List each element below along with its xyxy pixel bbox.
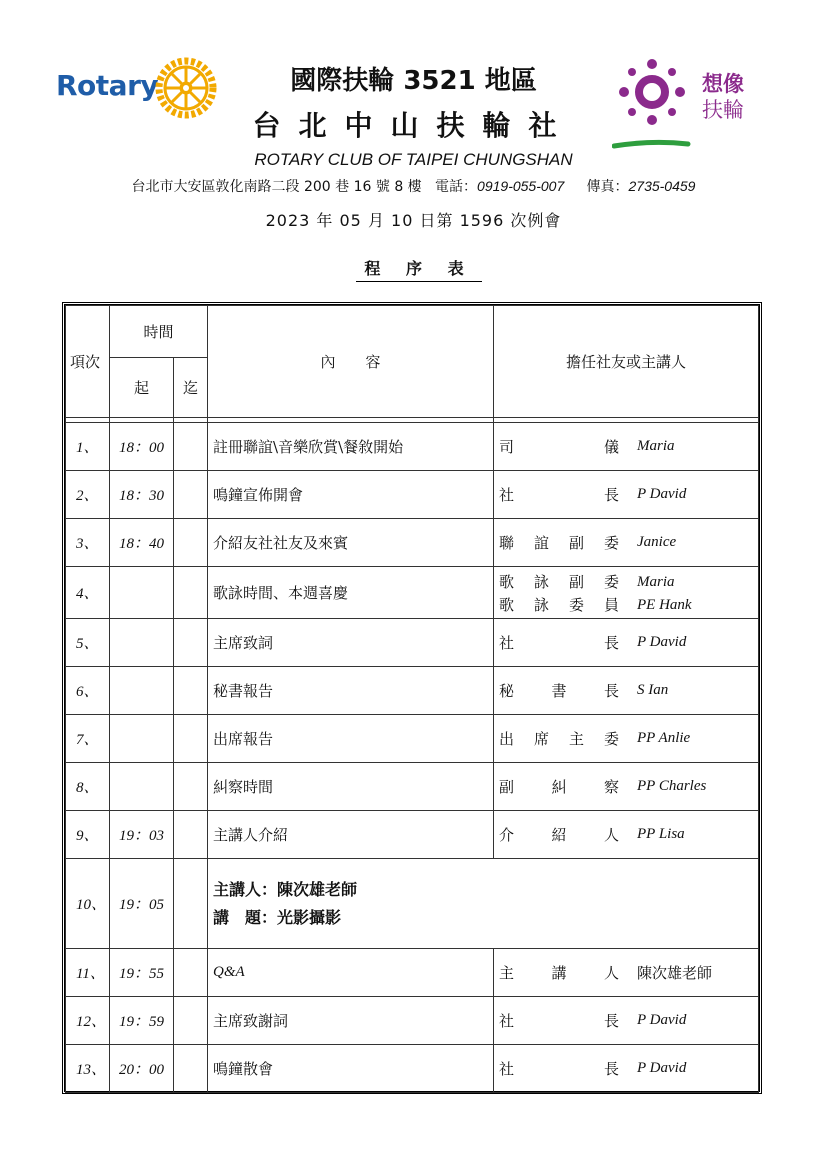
end-time bbox=[174, 949, 208, 997]
person-name: Maria bbox=[637, 573, 675, 590]
role: 歌詠副委 bbox=[499, 572, 620, 591]
table-row bbox=[66, 811, 759, 859]
person-cell bbox=[494, 519, 759, 567]
address: 台北市大安區敦化南路二段 200 巷 16 號 8 樓 bbox=[131, 179, 422, 195]
contact-line bbox=[0, 176, 827, 196]
start-time: 18：00 bbox=[110, 423, 174, 471]
table-row bbox=[66, 519, 759, 567]
person-name: PP Anlie bbox=[637, 730, 691, 746]
table-row bbox=[66, 667, 759, 715]
role: 社 長 bbox=[499, 1060, 620, 1078]
role: 出席主委 bbox=[499, 730, 620, 748]
header-content: 內 容 bbox=[208, 306, 494, 418]
person-cell bbox=[494, 471, 759, 519]
item-content: 鳴鐘宣佈開會 bbox=[208, 471, 494, 519]
item-no: 12、 bbox=[66, 997, 110, 1045]
item-no: 11、 bbox=[66, 949, 110, 997]
end-time bbox=[174, 715, 208, 763]
table-row bbox=[66, 715, 759, 763]
start-time: 19：59 bbox=[110, 997, 174, 1045]
end-time bbox=[174, 519, 208, 567]
start-time bbox=[110, 567, 174, 619]
table-row bbox=[66, 471, 759, 519]
person-cell bbox=[494, 949, 759, 997]
item-content: Q&A bbox=[208, 949, 494, 997]
header-item-no: 項次 bbox=[66, 306, 110, 418]
role: 社 長 bbox=[499, 1012, 620, 1030]
table-row-speaker bbox=[66, 859, 759, 949]
item-no: 10、 bbox=[66, 859, 110, 949]
item-content: 糾察時間 bbox=[208, 763, 494, 811]
item-no: 8、 bbox=[66, 763, 110, 811]
rotary-wordmark: Rotary bbox=[56, 69, 159, 102]
table-row bbox=[66, 619, 759, 667]
item-no: 3、 bbox=[66, 519, 110, 567]
person-name-2: PE Hank bbox=[637, 596, 692, 613]
role: 主講人 bbox=[499, 964, 620, 982]
role: 副糾察 bbox=[499, 778, 620, 796]
person-name: P David bbox=[637, 486, 687, 502]
end-time bbox=[174, 859, 208, 949]
item-no: 7、 bbox=[66, 715, 110, 763]
person-name: Maria bbox=[637, 438, 675, 454]
role-2: 歌詠委員 bbox=[499, 595, 620, 614]
person-cell bbox=[494, 763, 759, 811]
program-table bbox=[62, 302, 762, 1094]
start-time: 18：40 bbox=[110, 519, 174, 567]
table-row bbox=[66, 1045, 759, 1093]
phone-label: 電話： bbox=[435, 179, 478, 195]
end-time bbox=[174, 619, 208, 667]
item-content: 秘書報告 bbox=[208, 667, 494, 715]
header-person: 擔任社友或主講人 bbox=[494, 306, 759, 418]
item-no: 5、 bbox=[66, 619, 110, 667]
item-content: 介紹友社社友及來賓 bbox=[208, 519, 494, 567]
imagine-logo-line1: 想像 bbox=[702, 72, 744, 96]
start-time: 20：00 bbox=[110, 1045, 174, 1093]
start-time bbox=[110, 763, 174, 811]
item-content: 出席報告 bbox=[208, 715, 494, 763]
header-start: 起 bbox=[110, 358, 174, 418]
start-time bbox=[110, 715, 174, 763]
item-no: 1、 bbox=[66, 423, 110, 471]
person-cell bbox=[494, 567, 759, 619]
person-cell bbox=[494, 667, 759, 715]
role: 介紹人 bbox=[499, 826, 620, 844]
header-end: 迄 bbox=[174, 358, 208, 418]
item-content: 註冊聯誼\音樂欣賞\餐敘開始 bbox=[208, 423, 494, 471]
end-time bbox=[174, 667, 208, 715]
end-time bbox=[174, 997, 208, 1045]
person-cell bbox=[494, 1045, 759, 1093]
end-time bbox=[174, 763, 208, 811]
role: 聯誼副委 bbox=[499, 534, 620, 552]
person-name: P David bbox=[637, 634, 687, 650]
item-no: 6、 bbox=[66, 667, 110, 715]
start-time: 18：30 bbox=[110, 471, 174, 519]
person-name: S Ian bbox=[637, 682, 669, 698]
club-title: 台北中山扶輪社 bbox=[252, 109, 575, 142]
role: 司 儀 bbox=[499, 438, 620, 456]
person-cell bbox=[494, 423, 759, 471]
role: 社 長 bbox=[499, 634, 620, 652]
table-row bbox=[66, 997, 759, 1045]
table-row bbox=[66, 949, 759, 997]
start-time: 19：55 bbox=[110, 949, 174, 997]
person-name: PP Lisa bbox=[637, 826, 685, 842]
role: 秘書長 bbox=[499, 682, 620, 700]
end-time bbox=[174, 471, 208, 519]
start-time bbox=[110, 619, 174, 667]
item-no: 4、 bbox=[66, 567, 110, 619]
role: 社 長 bbox=[499, 486, 620, 504]
speaker-name: 主講人：陳次雄老師 bbox=[213, 879, 358, 899]
program-title: 程 序 表 bbox=[356, 256, 482, 282]
item-content: 主席致詞 bbox=[208, 619, 494, 667]
table-row bbox=[66, 763, 759, 811]
table-row bbox=[66, 423, 759, 471]
person-cell bbox=[494, 997, 759, 1045]
item-content: 主講人介紹 bbox=[208, 811, 494, 859]
item-content: 歌詠時間、本週喜慶 bbox=[208, 567, 494, 619]
item-no: 9、 bbox=[66, 811, 110, 859]
person-name: 陳次雄老師 bbox=[637, 964, 713, 982]
imagine-logo-line2: 扶輪 bbox=[702, 98, 744, 122]
table-row bbox=[66, 567, 759, 619]
end-time bbox=[174, 811, 208, 859]
end-time bbox=[174, 567, 208, 619]
person-cell bbox=[494, 715, 759, 763]
item-content: 鳴鐘散會 bbox=[208, 1045, 494, 1093]
header-time: 時間 bbox=[110, 306, 208, 358]
person-name: P David bbox=[637, 1060, 687, 1076]
speaker-topic: 講 題：光影攝影 bbox=[213, 907, 342, 927]
person-name: P David bbox=[637, 1012, 687, 1028]
end-time bbox=[174, 423, 208, 471]
person-cell bbox=[494, 619, 759, 667]
speaker-cell bbox=[208, 859, 759, 949]
end-time bbox=[174, 1045, 208, 1093]
item-content: 主席致謝詞 bbox=[208, 997, 494, 1045]
person-name: Janice bbox=[637, 534, 677, 550]
fax-label: 傳真： bbox=[586, 179, 629, 195]
district-title: 國際扶輪 3521 地區 bbox=[290, 66, 537, 96]
start-time: 19：05 bbox=[110, 859, 174, 949]
phone: 0919-055-007 bbox=[477, 178, 565, 194]
club-english-name: ROTARY CLUB OF TAIPEI CHUNGSHAN bbox=[254, 150, 573, 169]
person-name: PP Charles bbox=[637, 778, 707, 794]
start-time bbox=[110, 667, 174, 715]
fax: 2735-0459 bbox=[628, 178, 696, 194]
meeting-date: 2023 年 05 月 10 日第 1596 次例會 bbox=[265, 211, 562, 230]
item-no: 13、 bbox=[66, 1045, 110, 1093]
person-cell bbox=[494, 811, 759, 859]
start-time: 19：03 bbox=[110, 811, 174, 859]
item-no: 2、 bbox=[66, 471, 110, 519]
